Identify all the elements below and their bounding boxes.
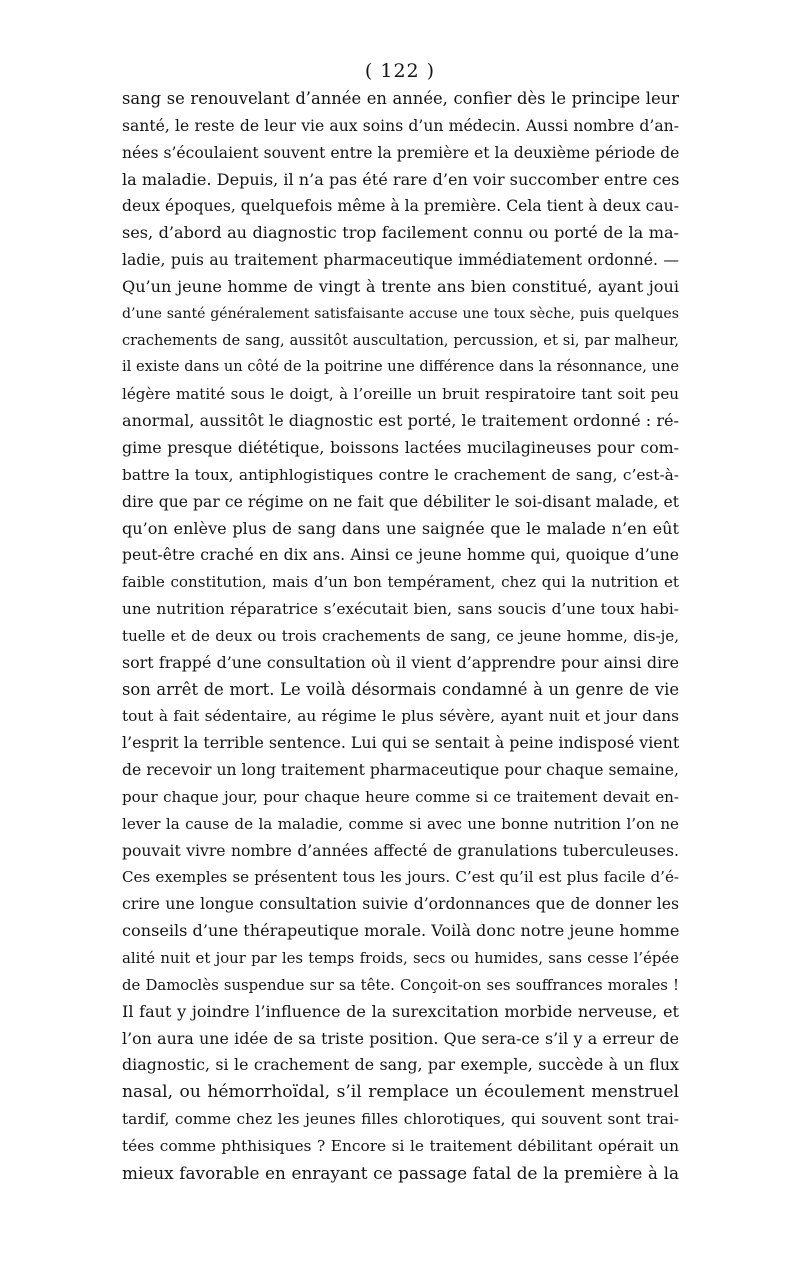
text-line: alité nuit et jour par les temps froids, secs ou humides, sans cesse l’épée	[122, 949, 679, 967]
text-line: de Damoclès suspendue sur sa tête. Conçoit-on ses souffrances morales !	[122, 975, 679, 994]
text-line: dire que par ce régime on ne fait que débiliter le soi-disant malade, et	[122, 492, 679, 511]
text-line: de recevoir un long traitement pharmaceutique pour chaque semaine,	[122, 761, 679, 780]
text-line: crire une longue consultation suivie d’ordonnances que de donner les	[122, 895, 679, 914]
text-line: Qu’un jeune homme de vingt à trente ans bien constitué, ayant joui	[122, 276, 679, 296]
text-line: la maladie. Depuis, il n’a pas été rare d’en voir succomber entre ces	[122, 169, 679, 189]
text-line: pouvait vivre nombre d’années affecté de granulations tuberculeuses.	[122, 841, 679, 860]
text-line: son arrêt de mort. Le voilà désormais condamné à un genre de vie	[122, 679, 679, 699]
text-line: l’esprit la terrible sentence. Lui qui se sentait à peine indisposé vient	[122, 733, 679, 753]
text-line: sort frappé d’une consultation où il vient d’apprendre pour ainsi dire	[122, 652, 679, 672]
text-line: il existe dans un côté de la poitrine une différence dans la résonnance, une	[122, 358, 679, 376]
text-line: crachements de sang, aussitôt auscultation, percussion, et si, par malheur,	[122, 331, 679, 349]
text-line: Il faut y joindre l’influence de la surexcitation morbide nerveuse, et	[122, 1001, 679, 1021]
text-line: Ces exemples se présentent tous les jours. C’est qu’il est plus facile d’é-	[122, 868, 679, 887]
text-line: deux époques, quelquefois même à la première. Cela tient à deux cau-	[122, 197, 679, 216]
text-line: tout à fait sédentaire, au régime le plus sévère, ayant nuit et jour dans	[122, 707, 679, 726]
text-line: qu’on enlève plus de sang dans une saignée que le malade n’en eût	[122, 518, 679, 538]
text-line: tées comme phthisiques ? Encore si le traitement débilitant opérait un	[122, 1136, 679, 1155]
text-line: une nutrition réparatrice s’exécutait bien, sans soucis d’une toux habi-	[122, 600, 679, 619]
text-line: faible constitution, mais d’un bon tempérament, chez qui la nutrition et	[122, 573, 679, 592]
text-line: diagnostic, si le crachement de sang, par exemple, succède à un flux	[122, 1055, 679, 1075]
text-line: ses, d’abord au diagnostic trop facilement connu ou porté de la ma-	[122, 223, 679, 243]
text-line: peut-être craché en dix ans. Ainsi ce jeune homme qui, quoique d’une	[122, 546, 679, 565]
text-line: anormal, aussitôt le diagnostic est porté, le traitement ordonné : ré-	[122, 411, 679, 431]
text-line: sang se renouvelant d’année en année, confier dès le principe leur	[122, 89, 679, 108]
text-line: santé, le reste de leur vie aux soins d’un médecin. Aussi nombre d’an-	[122, 116, 679, 135]
text-line: ladie, puis au traitement pharmaceutique immédiatement ordonné. —	[122, 251, 679, 270]
text-line: tuelle et de deux ou trois crachements de sang, ce jeune homme, dis-je,	[122, 626, 679, 645]
text-line: pour chaque jour, pour chaque heure comme si ce traitement devait en-	[122, 787, 679, 806]
text-line: tardif, comme chez les jeunes filles chlorotiques, qui souvent sont trai-	[122, 1110, 679, 1129]
text-line: d’une santé généralement satisfaisante accuse une toux sèche, puis quelques	[122, 305, 679, 322]
text-line: légère matité sous le doigt, à l’oreille un bruit respiratoire tant soit peu	[122, 385, 679, 404]
text-line: l’on aura une idée de sa triste position. Que sera-ce s’il y a erreur de	[122, 1028, 679, 1048]
text-line: mieux favorable en enrayant ce passage fatal de la première à la	[122, 1162, 679, 1183]
page-number: ( 122 )	[364, 60, 436, 82]
body-text	[122, 86, 679, 1187]
text-line: nées s’écoulaient souvent entre la première et la deuxième période de	[122, 143, 679, 162]
text-line: nasal, ou hémorrhoïdal, s’il remplace un écoulement menstruel	[122, 1082, 679, 1103]
text-line: battre la toux, antiphlogistiques contre le crachement de sang, c’est-à-	[122, 465, 679, 484]
text-line: gime presque diététique, boissons lactées mucilagineuses pour com-	[122, 437, 679, 457]
text-line: lever la cause de la maladie, comme si avec une bonne nutrition l’on ne	[122, 814, 679, 833]
text-line: conseils d’une thérapeutique morale. Voilà donc notre jeune homme	[122, 921, 679, 941]
